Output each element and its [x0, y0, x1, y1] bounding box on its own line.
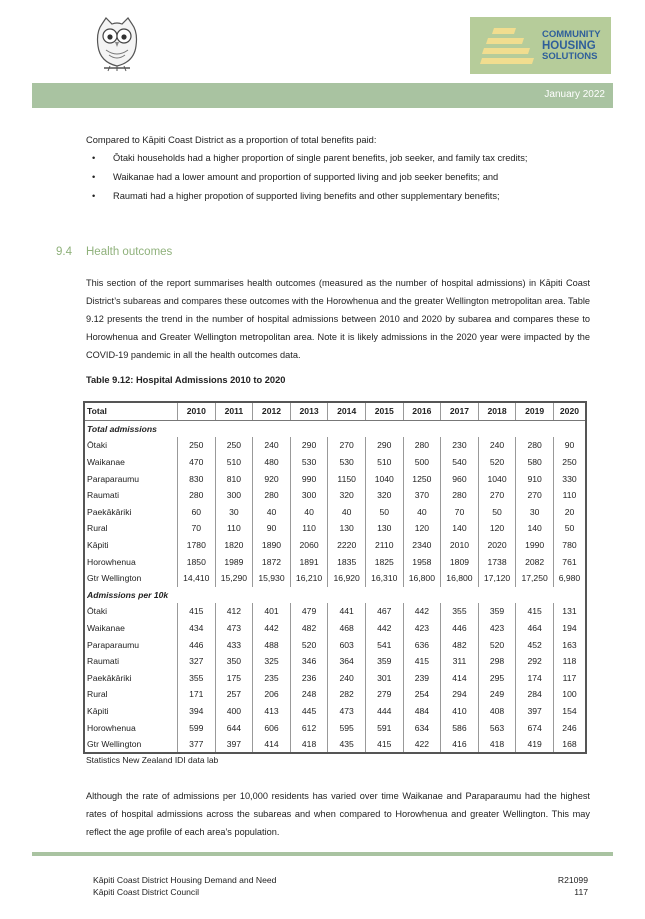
- value-cell: 14,410: [178, 570, 216, 587]
- value-cell: 510: [365, 454, 403, 471]
- table-section-row: [84, 420, 586, 437]
- value-cell: 473: [215, 620, 253, 637]
- value-cell: 16,800: [441, 570, 479, 587]
- value-cell: 117: [553, 670, 586, 687]
- value-cell: 510: [215, 454, 253, 471]
- value-cell: 206: [253, 686, 291, 703]
- value-cell: 292: [516, 653, 554, 670]
- value-cell: 563: [478, 719, 516, 736]
- header-cell: 2011: [215, 402, 253, 420]
- table-row: [84, 653, 586, 670]
- value-cell: 240: [328, 670, 366, 687]
- header-cell: Total: [84, 402, 178, 420]
- value-cell: 270: [328, 437, 366, 454]
- header-cell: 2016: [403, 402, 441, 420]
- value-cell: 355: [178, 670, 216, 687]
- footer-left: [93, 874, 276, 898]
- value-cell: 279: [365, 686, 403, 703]
- value-cell: 435: [328, 736, 366, 754]
- value-cell: 634: [403, 719, 441, 736]
- row-label-cell: Gtr Wellington: [87, 739, 142, 750]
- section-title-cell: Total admissions: [87, 423, 157, 434]
- footer-report-title: Kāpiti Coast District Housing Demand and Need: [93, 875, 277, 885]
- value-cell: 250: [178, 437, 216, 454]
- value-cell: 612: [290, 719, 328, 736]
- value-cell: 488: [253, 636, 291, 653]
- value-cell: 370: [403, 487, 441, 504]
- value-cell: 412: [215, 603, 253, 620]
- header-date: January 2022: [544, 89, 605, 100]
- value-cell: 15,290: [215, 570, 253, 587]
- value-cell: 464: [516, 620, 554, 637]
- value-cell: 595: [328, 719, 366, 736]
- logo-wordmark: [542, 30, 601, 62]
- value-cell: 311: [441, 653, 479, 670]
- value-cell: 500: [403, 454, 441, 471]
- header-cell: 2020: [553, 402, 586, 420]
- footer-rule: [32, 852, 613, 856]
- value-cell: 1040: [365, 470, 403, 487]
- value-cell: 282: [328, 686, 366, 703]
- value-cell: 50: [478, 504, 516, 521]
- value-cell: 298: [478, 653, 516, 670]
- table-row: [84, 504, 586, 521]
- value-cell: 401: [253, 603, 291, 620]
- table-row: [84, 620, 586, 637]
- value-cell: 60: [178, 504, 216, 521]
- row-label-cell: Paekākāriki: [87, 672, 132, 683]
- value-cell: 30: [516, 504, 554, 521]
- table-row: [84, 719, 586, 736]
- row-label-cell: Rural: [87, 523, 108, 534]
- value-cell: 482: [290, 620, 328, 637]
- intro-text: Compared to Kāpiti Coast District as a proportion of total benefits paid:: [86, 135, 377, 145]
- value-cell: 280: [253, 487, 291, 504]
- value-cell: 168: [553, 736, 586, 754]
- value-cell: 413: [253, 703, 291, 720]
- value-cell: 290: [365, 437, 403, 454]
- value-cell: 445: [290, 703, 328, 720]
- value-cell: 240: [478, 437, 516, 454]
- value-cell: 541: [365, 636, 403, 653]
- table-row: [84, 454, 586, 471]
- footer-right: [558, 874, 588, 898]
- value-cell: 1738: [478, 553, 516, 570]
- value-cell: 50: [365, 504, 403, 521]
- row-label-cell: Waikanae: [87, 623, 125, 634]
- value-cell: 359: [478, 603, 516, 620]
- value-cell: 468: [328, 620, 366, 637]
- header-cell: 2013: [290, 402, 328, 420]
- value-cell: 70: [441, 504, 479, 521]
- value-cell: 120: [478, 520, 516, 537]
- value-cell: 90: [253, 520, 291, 537]
- value-cell: 301: [365, 670, 403, 687]
- value-cell: 355: [441, 603, 479, 620]
- value-cell: 442: [365, 620, 403, 637]
- value-cell: 171: [178, 686, 216, 703]
- section-title: Health outcomes: [86, 246, 173, 258]
- value-cell: 1809: [441, 553, 479, 570]
- value-cell: 295: [478, 670, 516, 687]
- value-cell: 239: [403, 670, 441, 687]
- value-cell: 140: [441, 520, 479, 537]
- owl-logo-icon: [92, 16, 142, 76]
- value-cell: 130: [328, 520, 366, 537]
- value-cell: 644: [215, 719, 253, 736]
- footer-ref: R21099: [557, 875, 588, 885]
- value-cell: 118: [553, 653, 586, 670]
- value-cell: 520: [478, 454, 516, 471]
- houses-bars-icon: [480, 26, 536, 66]
- value-cell: 280: [516, 437, 554, 454]
- value-cell: 17,120: [478, 570, 516, 587]
- value-cell: 254: [403, 686, 441, 703]
- header-cell: 2018: [478, 402, 516, 420]
- value-cell: 418: [478, 736, 516, 754]
- value-cell: 418: [290, 736, 328, 754]
- value-cell: 17,250: [516, 570, 554, 587]
- table-caption: Table 9.12: Hospital Admissions 2010 to 2020: [86, 375, 286, 385]
- value-cell: 15,930: [253, 570, 291, 587]
- value-cell: 415: [178, 603, 216, 620]
- value-cell: 320: [365, 487, 403, 504]
- value-cell: 235: [253, 670, 291, 687]
- value-cell: 249: [478, 686, 516, 703]
- value-cell: 540: [441, 454, 479, 471]
- row-label-cell: Gtr Wellington: [87, 573, 142, 584]
- value-cell: 154: [553, 703, 586, 720]
- value-cell: 163: [553, 636, 586, 653]
- header-cell: 2017: [441, 402, 479, 420]
- value-cell: 960: [441, 470, 479, 487]
- value-cell: 636: [403, 636, 441, 653]
- table-row: [84, 736, 586, 754]
- header-cell: 2010: [178, 402, 216, 420]
- value-cell: 1990: [516, 537, 554, 554]
- value-cell: 2082: [516, 553, 554, 570]
- section-title-cell: Admissions per 10k: [87, 589, 169, 600]
- value-cell: 446: [441, 620, 479, 637]
- header-band: [32, 83, 613, 108]
- section-heading: [56, 246, 172, 258]
- value-cell: 248: [290, 686, 328, 703]
- value-cell: 110: [290, 520, 328, 537]
- value-cell: 400: [215, 703, 253, 720]
- value-cell: 30: [215, 504, 253, 521]
- value-cell: 444: [365, 703, 403, 720]
- value-cell: 16,310: [365, 570, 403, 587]
- logo-word-1: COMMUNITY: [542, 28, 601, 40]
- value-cell: 480: [253, 454, 291, 471]
- value-cell: 280: [441, 487, 479, 504]
- row-label-cell: Kāpiti: [87, 705, 109, 716]
- closing-paragraph: Although the rate of admissions per 10,000 residents has varied over time Waikanae and Paraparaumu had the highest rates of hospital admissions across the subareas and when compared to Horowhenua and greater Wellington. This may reflect the age profile of each area’s population.: [86, 791, 590, 837]
- value-cell: 350: [215, 653, 253, 670]
- bullet-item: • Waikanae had a lower amount and proportion of supported living and job seeker benefits; and: [86, 171, 527, 190]
- row-label-cell: Ōtaki: [87, 606, 108, 617]
- value-cell: 40: [253, 504, 291, 521]
- value-cell: 394: [178, 703, 216, 720]
- value-cell: 416: [441, 736, 479, 754]
- value-cell: 284: [516, 686, 554, 703]
- footer-council: Kāpiti Coast District Council: [93, 887, 200, 897]
- value-cell: 1835: [328, 553, 366, 570]
- value-cell: 1150: [328, 470, 366, 487]
- value-cell: 415: [365, 736, 403, 754]
- value-cell: 294: [441, 686, 479, 703]
- value-cell: 257: [215, 686, 253, 703]
- value-cell: 415: [516, 603, 554, 620]
- value-cell: 2020: [478, 537, 516, 554]
- section-paragraph: This section of the report summarises health outcomes (measured as the number of hospital admissions) in Kāpiti Coast District’s subareas and compares these outcomes with the Horowhenua and the greater Wellington metropolitan area. Table 9.12 presents the trend in the number of hospital admissions between 2010 and 2020 by subarea and compares these to Horowhenua and Greater Wellington metropolitan area. Note it is likely admissions in the 2020 year were impacted by the COVID-19 pandemic in all the health outcomes data.: [86, 278, 590, 360]
- value-cell: 530: [290, 454, 328, 471]
- value-cell: 1820: [215, 537, 253, 554]
- logo-word-2: HOUSING: [542, 39, 596, 52]
- value-cell: 230: [441, 437, 479, 454]
- value-cell: 330: [553, 470, 586, 487]
- value-cell: 419: [516, 736, 554, 754]
- value-cell: 423: [403, 620, 441, 637]
- table-section-row: [84, 587, 586, 604]
- row-label-cell: Waikanae: [87, 457, 125, 468]
- value-cell: 300: [215, 487, 253, 504]
- value-cell: 830: [178, 470, 216, 487]
- row-label-cell: Horowhenua: [87, 722, 136, 733]
- value-cell: 910: [516, 470, 554, 487]
- value-cell: 250: [215, 437, 253, 454]
- row-label-cell: Paraparaumu: [87, 473, 140, 484]
- value-cell: 467: [365, 603, 403, 620]
- row-label-cell: Kāpiti: [87, 540, 109, 551]
- value-cell: 482: [441, 636, 479, 653]
- value-cell: 377: [178, 736, 216, 754]
- value-cell: 479: [290, 603, 328, 620]
- row-label-cell: Ōtaki: [87, 440, 108, 451]
- value-cell: 1040: [478, 470, 516, 487]
- value-cell: 346: [290, 653, 328, 670]
- value-cell: 408: [478, 703, 516, 720]
- value-cell: 130: [365, 520, 403, 537]
- value-cell: 327: [178, 653, 216, 670]
- value-cell: 446: [178, 636, 216, 653]
- value-cell: 120: [403, 520, 441, 537]
- value-cell: 990: [290, 470, 328, 487]
- value-cell: 520: [290, 636, 328, 653]
- value-cell: 606: [253, 719, 291, 736]
- value-cell: 240: [253, 437, 291, 454]
- page-number: 117: [574, 887, 588, 897]
- value-cell: 434: [178, 620, 216, 637]
- value-cell: 761: [553, 553, 586, 570]
- value-cell: 131: [553, 603, 586, 620]
- community-housing-solutions-logo: [470, 17, 611, 74]
- table-row: [84, 686, 586, 703]
- table-header-row: [84, 402, 586, 420]
- table-row: [84, 570, 586, 587]
- value-cell: 1872: [253, 553, 291, 570]
- value-cell: 16,920: [328, 570, 366, 587]
- row-label-cell: Raumati: [87, 656, 119, 667]
- header-cell: 2014: [328, 402, 366, 420]
- row-label-cell: Paekākāriki: [87, 506, 132, 517]
- table-row: [84, 487, 586, 504]
- value-cell: 280: [178, 487, 216, 504]
- value-cell: 300: [290, 487, 328, 504]
- table-row: [84, 703, 586, 720]
- value-cell: 194: [553, 620, 586, 637]
- value-cell: 452: [516, 636, 554, 653]
- value-cell: 250: [553, 454, 586, 471]
- value-cell: 1989: [215, 553, 253, 570]
- section-number: 9.4: [56, 246, 72, 258]
- benefits-bullet-list: [86, 152, 527, 209]
- value-cell: 110: [553, 487, 586, 504]
- value-cell: 40: [290, 504, 328, 521]
- row-label-cell: Raumati: [87, 490, 119, 501]
- value-cell: 780: [553, 537, 586, 554]
- value-cell: 270: [516, 487, 554, 504]
- value-cell: 16,800: [403, 570, 441, 587]
- value-cell: 599: [178, 719, 216, 736]
- header-cell: 2012: [253, 402, 291, 420]
- value-cell: 2110: [365, 537, 403, 554]
- value-cell: 397: [516, 703, 554, 720]
- value-cell: 423: [478, 620, 516, 637]
- value-cell: 175: [215, 670, 253, 687]
- value-cell: 422: [403, 736, 441, 754]
- value-cell: 1958: [403, 553, 441, 570]
- hospital-admissions-table: [83, 401, 587, 754]
- table-row: [84, 670, 586, 687]
- value-cell: 40: [328, 504, 366, 521]
- value-cell: 433: [215, 636, 253, 653]
- row-label-cell: Rural: [87, 689, 108, 700]
- value-cell: 100: [553, 686, 586, 703]
- value-cell: 442: [253, 620, 291, 637]
- value-cell: 580: [516, 454, 554, 471]
- value-cell: 2340: [403, 537, 441, 554]
- value-cell: 236: [290, 670, 328, 687]
- value-cell: 586: [441, 719, 479, 736]
- value-cell: 20: [553, 504, 586, 521]
- table-row: [84, 603, 586, 620]
- row-label-cell: Paraparaumu: [87, 639, 140, 650]
- value-cell: 810: [215, 470, 253, 487]
- value-cell: 920: [253, 470, 291, 487]
- value-cell: 16,210: [290, 570, 328, 587]
- value-cell: 2060: [290, 537, 328, 554]
- value-cell: 674: [516, 719, 554, 736]
- header-cell: 2015: [365, 402, 403, 420]
- table-row: [84, 553, 586, 570]
- value-cell: 441: [328, 603, 366, 620]
- value-cell: 1890: [253, 537, 291, 554]
- value-cell: 410: [441, 703, 479, 720]
- row-label-cell: Horowhenua: [87, 556, 136, 567]
- value-cell: 1891: [290, 553, 328, 570]
- value-cell: 280: [403, 437, 441, 454]
- value-cell: 6,980: [553, 570, 586, 587]
- value-cell: 2010: [441, 537, 479, 554]
- table-row: [84, 470, 586, 487]
- value-cell: 246: [553, 719, 586, 736]
- table-row: [84, 437, 586, 454]
- logo-word-3: SOLUTIONS: [542, 50, 598, 62]
- bullet-item: • Ōtaki households had a higher proportion of single parent benefits, job seeker, and family tax credits;: [86, 152, 527, 171]
- table-row: [84, 537, 586, 554]
- value-cell: 270: [478, 487, 516, 504]
- value-cell: 603: [328, 636, 366, 653]
- value-cell: 290: [290, 437, 328, 454]
- value-cell: 484: [403, 703, 441, 720]
- value-cell: 174: [516, 670, 554, 687]
- value-cell: 50: [553, 520, 586, 537]
- value-cell: 520: [478, 636, 516, 653]
- value-cell: 359: [365, 653, 403, 670]
- table-source: Statistics New Zealand IDI data lab: [86, 755, 219, 765]
- table-row: [84, 520, 586, 537]
- value-cell: 530: [328, 454, 366, 471]
- value-cell: 325: [253, 653, 291, 670]
- value-cell: 1850: [178, 553, 216, 570]
- value-cell: 397: [215, 736, 253, 754]
- value-cell: 1250: [403, 470, 441, 487]
- value-cell: 1780: [178, 537, 216, 554]
- value-cell: 140: [516, 520, 554, 537]
- value-cell: 470: [178, 454, 216, 471]
- header-cell: 2019: [516, 402, 554, 420]
- value-cell: 591: [365, 719, 403, 736]
- value-cell: 40: [403, 504, 441, 521]
- value-cell: 414: [253, 736, 291, 754]
- value-cell: 70: [178, 520, 216, 537]
- value-cell: 414: [441, 670, 479, 687]
- table-row: [84, 636, 586, 653]
- value-cell: 364: [328, 653, 366, 670]
- value-cell: 473: [328, 703, 366, 720]
- value-cell: 320: [328, 487, 366, 504]
- value-cell: 1825: [365, 553, 403, 570]
- value-cell: 110: [215, 520, 253, 537]
- value-cell: 90: [553, 437, 586, 454]
- value-cell: 442: [403, 603, 441, 620]
- bullet-item: • Raumati had a higher propotion of supported living benefits and other supplementary benefits;: [86, 190, 527, 209]
- value-cell: 2220: [328, 537, 366, 554]
- value-cell: 415: [403, 653, 441, 670]
